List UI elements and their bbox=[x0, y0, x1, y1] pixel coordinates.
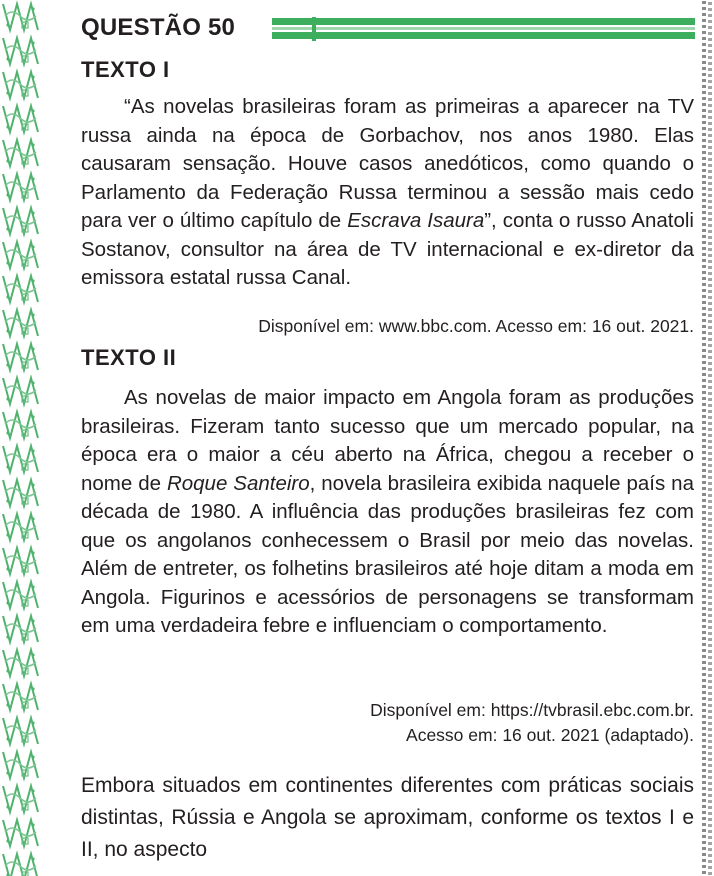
texto-1-text-a: “As novelas brasileiras foram as primeiras a aparecer na TV russa ainda na época de Gorbachov, nos anos 1980. Elas causaram sensação. Houve casos anedóticos, como quando o Parlamento da Federação Russa terminou a sessão mais cedo para ver o último capítulo de bbox=[81, 95, 694, 232]
texto-1-source: Disponível em: www.bbc.com. Acesso em: 16 out. 2021. bbox=[258, 316, 694, 336]
texto-2-text-b: , novela brasileira exibida naquele país na década de 1980. A influência das produções brasileiras fez com que os angolanos conhecessem o Brasil por meio das novelas. Além de entreter, os folhetins brasileiros até hoje ditam a moda em Angola. Figurinos e acessórios de personagens se transformam em uma verdadeira febre e influenciam o comportamento. bbox=[81, 471, 694, 637]
right-decorative-border bbox=[701, 0, 714, 876]
texto-1-italic-title: Escrava Isaura bbox=[347, 209, 485, 232]
texto-1-heading: TEXTO I bbox=[81, 57, 170, 82]
texto-1-text-b: ”, conta o russo Anatoli Sostanov, consultor na área de TV internacional e ex-diretor da emissora estatal russa Canal. bbox=[81, 209, 694, 289]
texto-2-source bbox=[81, 698, 694, 748]
question-stem-text: Embora situados em continentes diferentes com práticas sociais distintas, Rússia e Angola se aproximam, conforme os textos I e II, no aspecto bbox=[81, 774, 694, 861]
question-stem bbox=[81, 770, 694, 866]
question-title: QUESTÃO 50 bbox=[81, 14, 236, 41]
texto-2-text-a: As novelas de maior impacto em Angola foram as produções brasileiras. Fizeram tanto sucesso que um mercado popular, na época era o maior a céu aberto na África, chegou a receber o nome de bbox=[81, 386, 694, 495]
texto-2-italic-title: Roque Santeiro bbox=[166, 471, 310, 495]
texto-2-heading: TEXTO II bbox=[81, 345, 177, 370]
title-decorative-bar bbox=[272, 17, 695, 41]
texto-2-source-line-2: Acesso em: 16 out. 2021 (adaptado). bbox=[406, 725, 694, 745]
texto-1-paragraph bbox=[81, 93, 694, 293]
left-decorative-border bbox=[0, 0, 42, 876]
texto-2-paragraph bbox=[81, 384, 694, 641]
texto-2-source-line-1: Disponível em: https://tvbrasil.ebc.com.br. bbox=[370, 700, 694, 720]
